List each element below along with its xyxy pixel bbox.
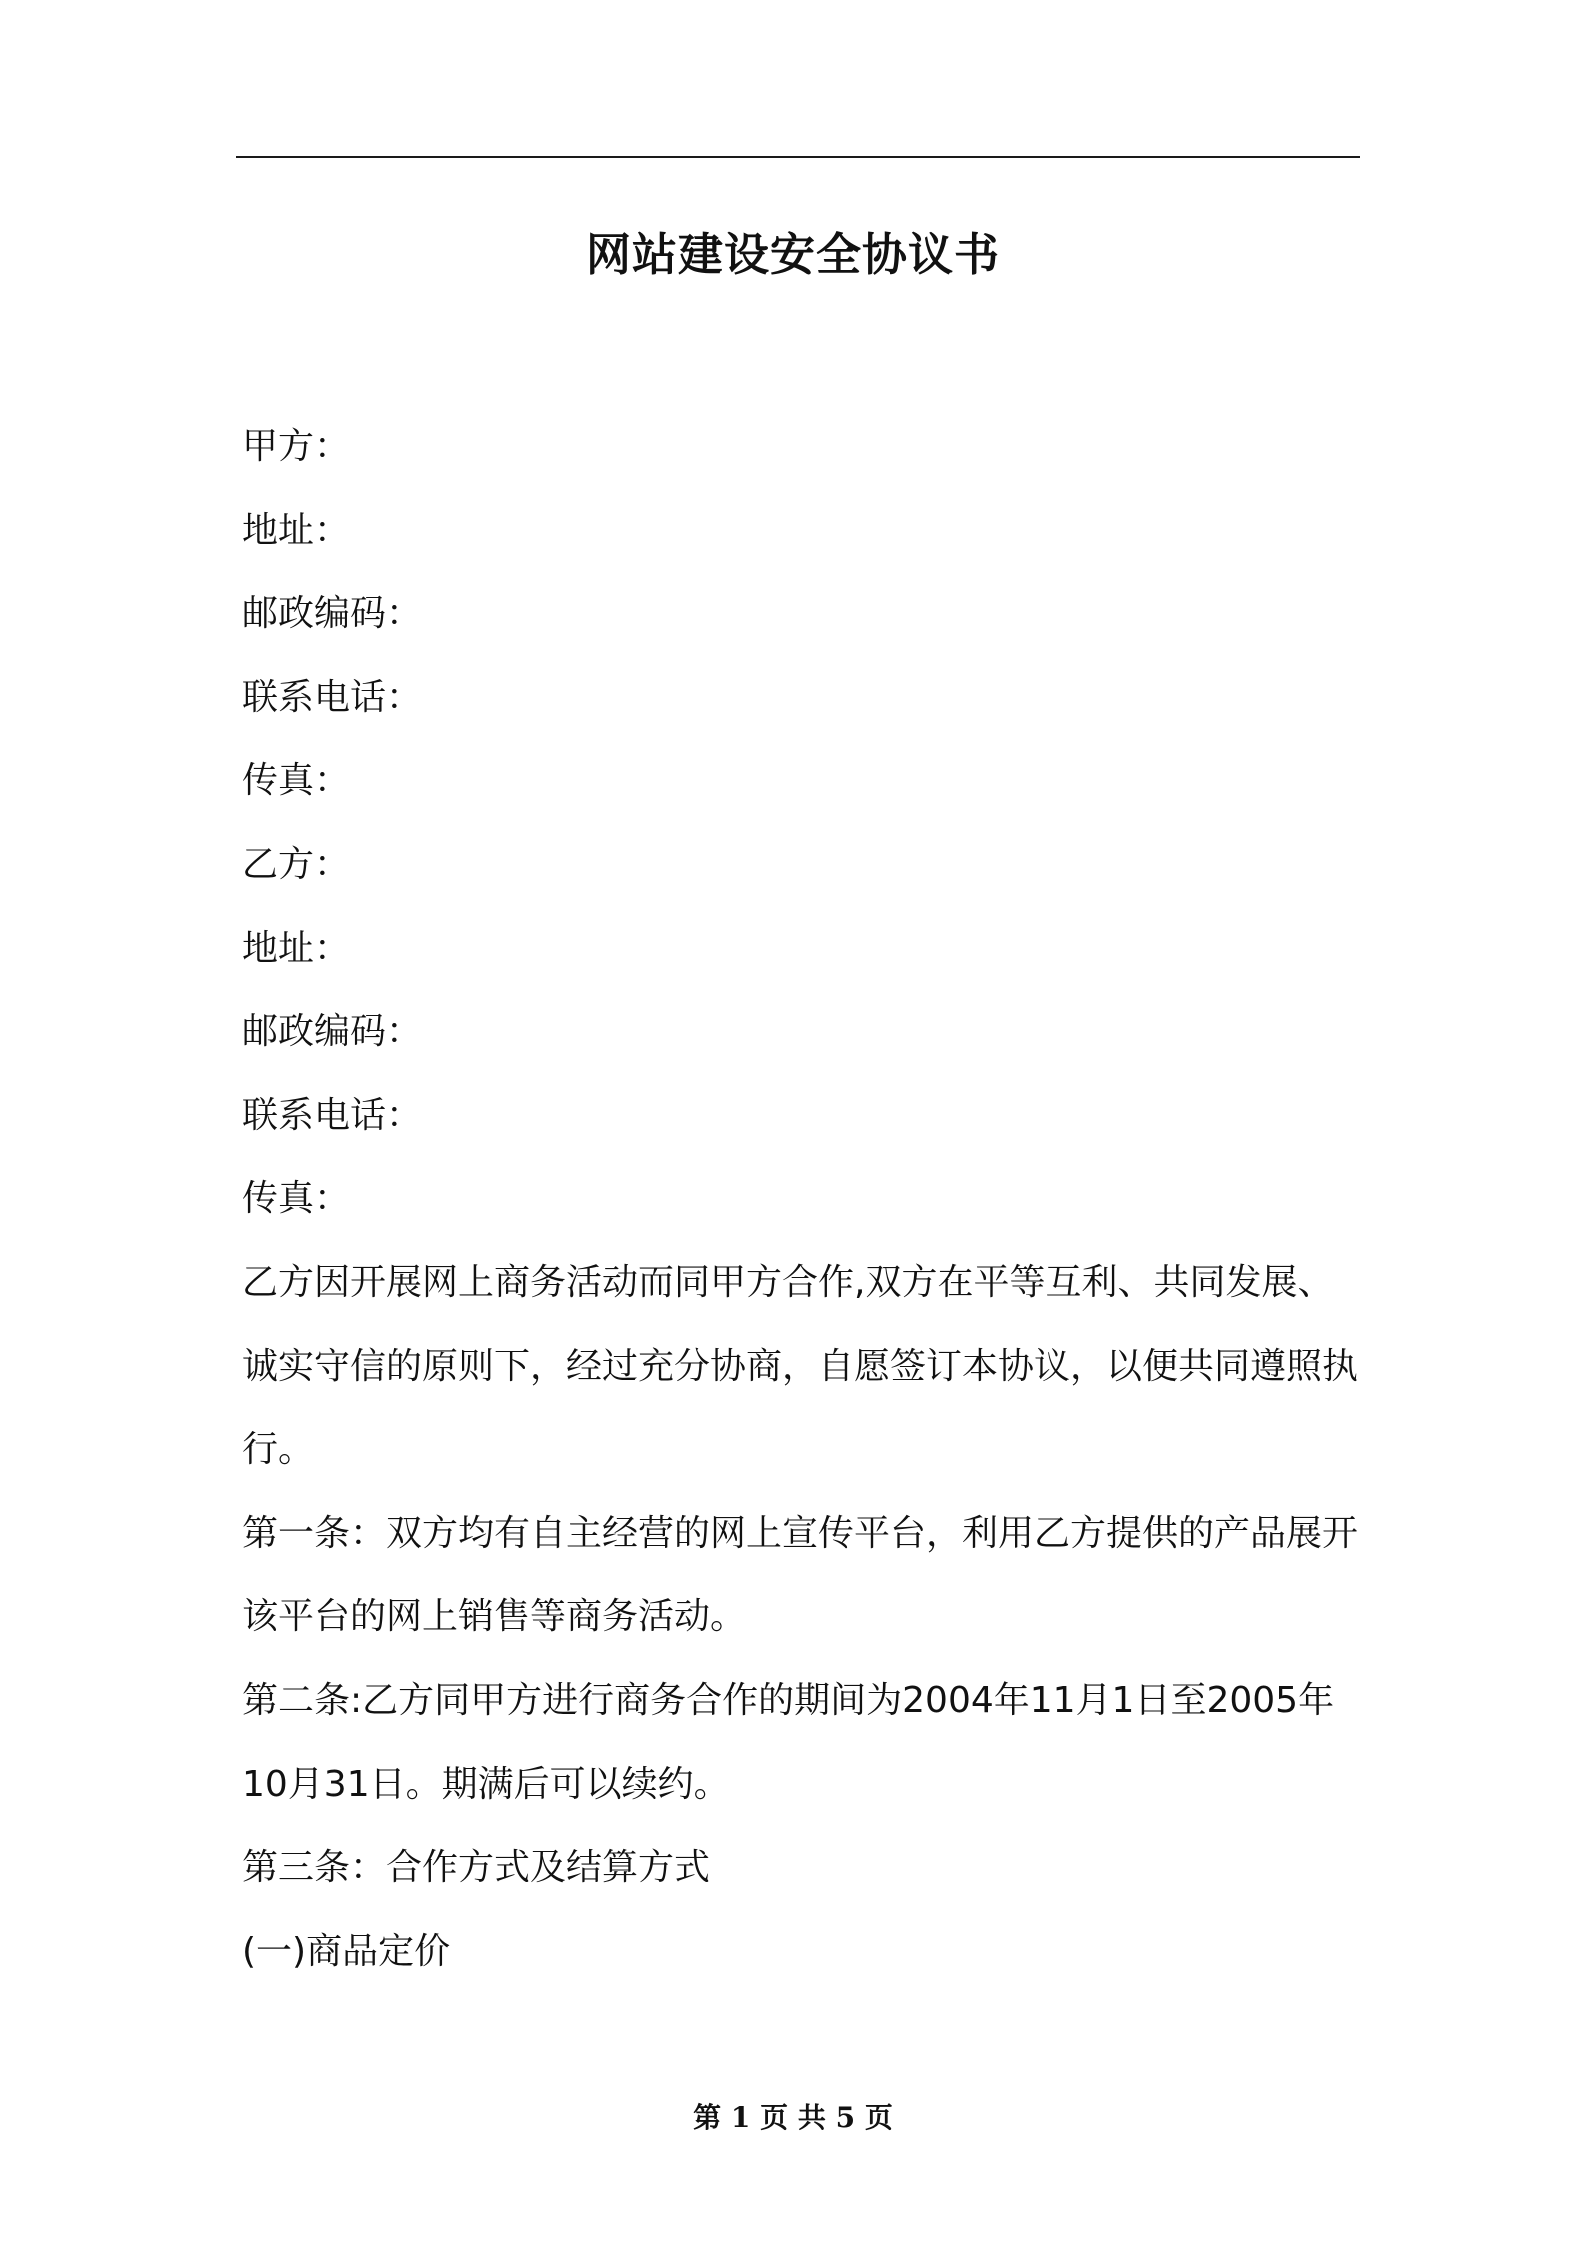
- page-number-footer: 第 1 页 共 5 页: [693, 2101, 893, 2134]
- article-2-paragraph: 第二条:乙方同甲方进行商务合作的期间为2004年11月1日至2005年10月31日。期满后可以续约。: [242, 1679, 1335, 1805]
- party-b-fax-label: 传真：: [242, 1178, 351, 1220]
- party-a-phone-label: 联系电话：: [242, 676, 423, 718]
- party-b-phone-label: 联系电话：: [242, 1094, 423, 1136]
- party-b-postcode-label: 邮政编码：: [242, 1011, 423, 1053]
- header-rule: [236, 156, 1360, 158]
- party-a-fax-label: 传真：: [242, 760, 351, 802]
- document-body: [242, 405, 1360, 1993]
- party-b-label: 乙方：: [242, 843, 351, 885]
- party-a-address-label: 地址：: [242, 509, 351, 551]
- article-3-heading: 第三条：合作方式及结算方式: [242, 1847, 711, 1889]
- party-a-postcode-label: 邮政编码：: [242, 593, 423, 635]
- document-title: 网站建设安全协议书: [585, 228, 1000, 281]
- article-1-paragraph: 第一条：双方均有自主经营的网上宣传平台，利用乙方提供的产品展开该平台的网上销售等商务活动。: [242, 1512, 1359, 1638]
- party-a-label: 甲方：: [242, 426, 351, 467]
- preamble-paragraph: 乙方因开展网上商务活动而同甲方合作,双方在平等互利、共同发展、诚实守信的原则下，经过充分协商，自愿签订本协议，以便共同遵照执行。: [242, 1261, 1359, 1471]
- party-b-address-label: 地址：: [242, 927, 351, 969]
- section-1-heading: (一)商品定价: [242, 1930, 451, 1972]
